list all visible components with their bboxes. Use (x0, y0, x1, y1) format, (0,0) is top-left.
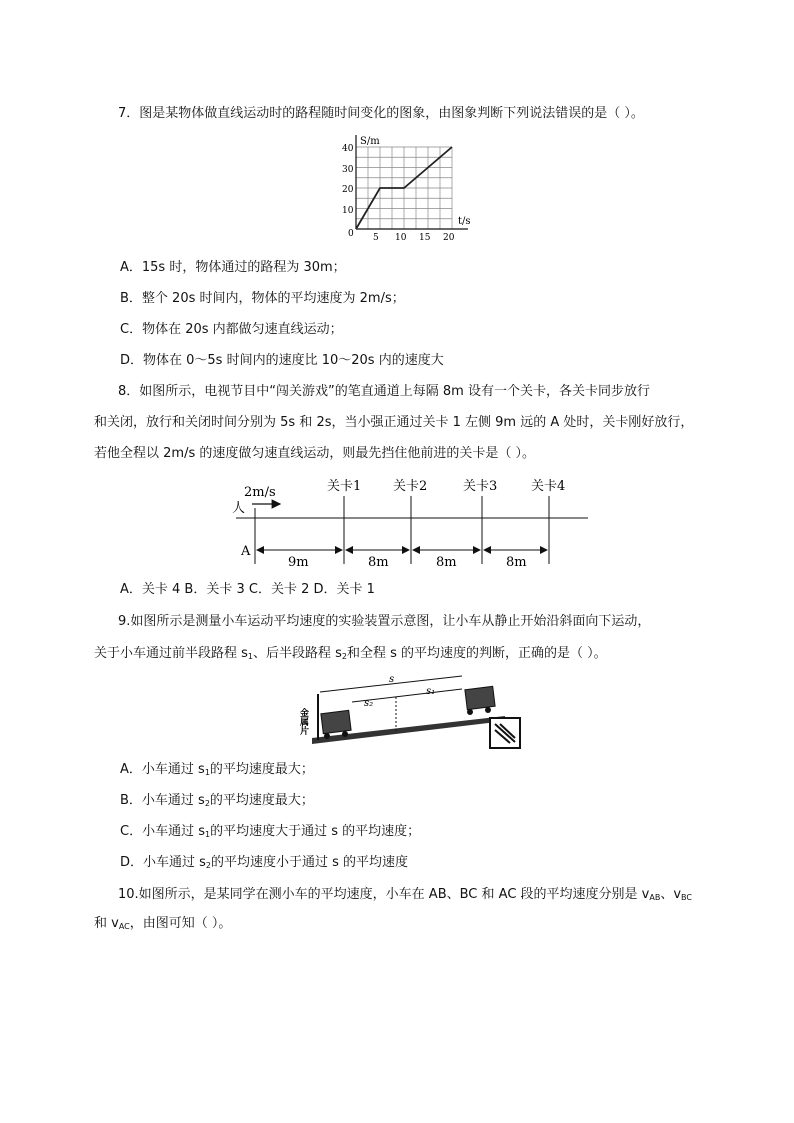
q7-graph (336, 132, 486, 247)
q9-s2-label: s₂ (364, 698, 374, 709)
q8-person-label: 人 (232, 501, 246, 516)
q7-ytick-20: 20 (342, 185, 354, 195)
q7-xlabel: t/s (458, 216, 471, 227)
q7-option-b: B．整个 20s 时间内，物体的平均速度为 2m/s； (120, 291, 405, 306)
q9-metal-plate: 金属片 (298, 708, 308, 735)
q9-stem-line1: 9.如图所示是测量小车运动平均速度的实验装置示意图，让小车从静止开始沿斜面向下运动， (118, 614, 651, 629)
q8-speed-label: 2m/s (244, 485, 276, 500)
q7-option-c: C．物体在 20s 内都做匀速直线运动； (120, 322, 343, 337)
q8-stem-line3: 若他全程以 2m/s 的速度做匀速直线运动，则最先挡住他前进的关卡是（ ）。 (94, 446, 535, 461)
q9-option-b: B．小车通过 $s_2$的平均速度最大； (120, 793, 314, 808)
q8-figure (228, 474, 593, 570)
q7-xtick-5: 5 (373, 233, 379, 243)
q9-figure (300, 672, 525, 752)
q8-dist2: 8m (368, 555, 389, 570)
q7-xtick-15: 15 (419, 233, 431, 243)
q7-ytick-30: 30 (342, 165, 354, 175)
q10-stem-line1: 10.如图所示，是某同学在测小车的平均速度，小车在 AB、BC 和 AC 段的平均速度分别是 $v_{AB}$、$v_{BC}$ (118, 887, 692, 902)
q10-stem-line2: 和 $v_{AC}$，由图可知（ ）。 (94, 916, 232, 931)
q8-stem-line1: 8．如图所示，电视节目中“闯关游戏”的笔直通道上每隔 8m 设有一个关卡，各关卡同步放行 (118, 384, 650, 399)
q8-stem-line2: 和关闭，放行和关闭时间分别为 5s 和 2s，当小强正通过关卡 1 左侧 9m 远的 A 处时，关卡刚好放行， (94, 415, 694, 430)
q8-dist1: 9m (288, 555, 309, 570)
q8-dist3: 8m (436, 555, 457, 570)
q7-ylabel: S/m (360, 136, 380, 147)
q8-point-a: A (241, 544, 251, 559)
q8-dist4: 8m (506, 555, 527, 570)
q8-gate2-label: 关卡2 (393, 479, 428, 494)
q7-option-d: D．物体在 0～5s 时间内的速度比 10～20s 内的速度大 (120, 353, 444, 368)
q9-s-label: s (389, 674, 395, 685)
q9-option-c: C．小车通过 $s_1$的平均速度大于通过 s 的平均速度； (120, 824, 421, 839)
q9-cart-top (465, 686, 495, 715)
q7-ytick-10: 10 (342, 206, 354, 216)
q9-cart-bottom (321, 710, 351, 739)
q7-stem: 7．图是某物体做直线运动时的路程随时间变化的图象，由图象判断下列说法错误的是（ ）。 (118, 106, 644, 121)
q7-xtick-10: 10 (395, 233, 407, 243)
q8-gate4-label: 关卡4 (531, 479, 566, 494)
q7-ytick-40: 40 (342, 144, 354, 154)
q7-xtick-0: 0 (348, 229, 354, 239)
q9-option-a: A．小车通过 $s_1$的平均速度最大； (120, 762, 314, 777)
q8-options: A．关卡 4 B．关卡 3 C．关卡 2 D．关卡 1 (120, 582, 375, 597)
q9-s1-label: s₁ (426, 686, 436, 697)
q9-stem-line2: 关于小车通过前半段路程 $s_1$、后半段路程 $s_2$和全程 s 的平均速度的判断，正确的是（ ）。 (94, 646, 607, 661)
q8-gate3-label: 关卡3 (463, 479, 498, 494)
q7-xtick-20: 20 (443, 233, 455, 243)
q8-gate1-label: 关卡1 (327, 479, 362, 494)
q7-option-a: A．15s 时，物体通过的路程为 30m； (120, 260, 346, 275)
q9-option-d: D．小车通过 $s_2$的平均速度小于通过 s 的平均速度 (120, 855, 409, 870)
